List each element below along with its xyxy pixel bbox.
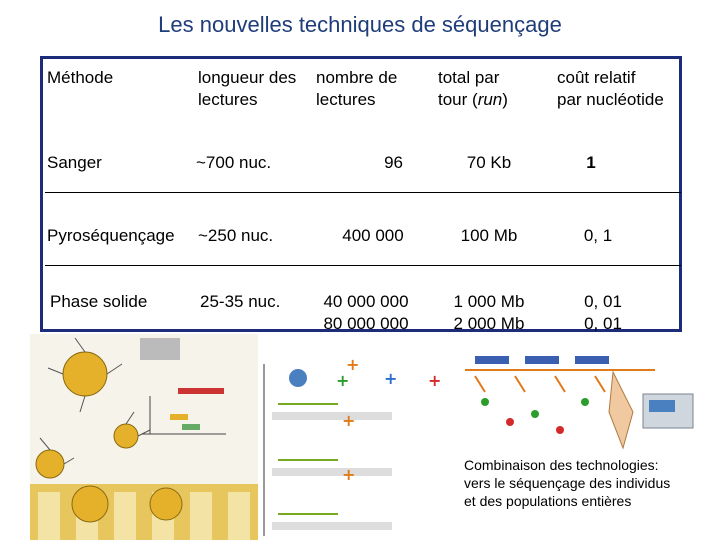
bead-sequencing-illustration: [30, 334, 258, 540]
header-length-line2: lectures: [198, 90, 258, 109]
header-cost-line2: par nucléotide: [557, 90, 664, 109]
svg-text:+: +: [342, 465, 356, 484]
row-solid-method: Phase solide: [50, 292, 148, 311]
row-solid-total: [439, 291, 539, 335]
workflow-illustration: [455, 352, 701, 452]
row-sanger-method: Sanger: [47, 153, 102, 172]
row-solid-count-1: 40 000 000: [323, 292, 409, 311]
svg-text:+: +: [346, 356, 360, 374]
header-count-line2: lectures: [316, 90, 376, 109]
row-solid-total-1: 1 000 Mb: [453, 292, 525, 311]
header-count-line1: nombre de: [316, 68, 398, 87]
row-solid-cost-2: 0, 01: [584, 314, 622, 333]
header-total-line2: [438, 89, 508, 111]
header-total-run: run: [477, 90, 503, 109]
svg-text:+: +: [428, 371, 442, 390]
header-cost: [557, 67, 664, 111]
header-length: [198, 67, 296, 111]
row-divider: [45, 265, 681, 266]
row-solid-count: [311, 291, 421, 335]
header-total-line1: total par: [438, 68, 500, 87]
page-title: Les nouvelles techniques de séquençage: [158, 12, 562, 37]
svg-text:+: +: [384, 369, 398, 388]
row-sanger-total: 70 Kb: [466, 153, 512, 172]
row-solid-total-2: 2 000 Mb: [453, 314, 525, 333]
row-solid-cost-1: 0, 01: [584, 292, 622, 311]
header-length-line1: longueur des: [198, 68, 297, 87]
header-total: [438, 67, 508, 111]
row-pyro-count: 400 000: [342, 226, 404, 245]
header-method: Méthode: [47, 68, 114, 87]
comparison-table: [40, 56, 682, 332]
caption-line-1: Combinaison des technologies:: [464, 457, 659, 473]
header-total-prefix: tour (: [438, 90, 478, 109]
caption-line-3: et des populations entières: [464, 493, 632, 509]
row-sanger-length: ~700 nuc.: [196, 153, 272, 172]
svg-text:+: +: [342, 411, 356, 430]
sequencing-cycles-illustration: [258, 356, 444, 540]
row-pyro-method: Pyroséquençage: [47, 226, 175, 245]
row-solid-length: 25-35 nuc.: [200, 292, 281, 311]
svg-text:+: +: [336, 371, 350, 390]
caption-line-2: vers le séquençage des individus: [464, 475, 671, 491]
header-total-suffix: ): [502, 90, 508, 109]
row-pyro-length: ~250 nuc.: [198, 226, 274, 245]
row-solid-cost: [573, 291, 633, 335]
row-solid-count-2: 80 000 000: [323, 314, 409, 333]
header-count: [316, 67, 397, 111]
technology-caption: [464, 456, 714, 510]
row-sanger-cost: 1: [586, 153, 596, 172]
row-pyro-cost: 0, 1: [583, 226, 613, 245]
row-pyro-total: 100 Mb: [460, 226, 518, 245]
header-cost-line1: coût relatif: [557, 68, 636, 87]
row-sanger-count: 96: [384, 153, 403, 172]
row-divider: [45, 192, 681, 193]
